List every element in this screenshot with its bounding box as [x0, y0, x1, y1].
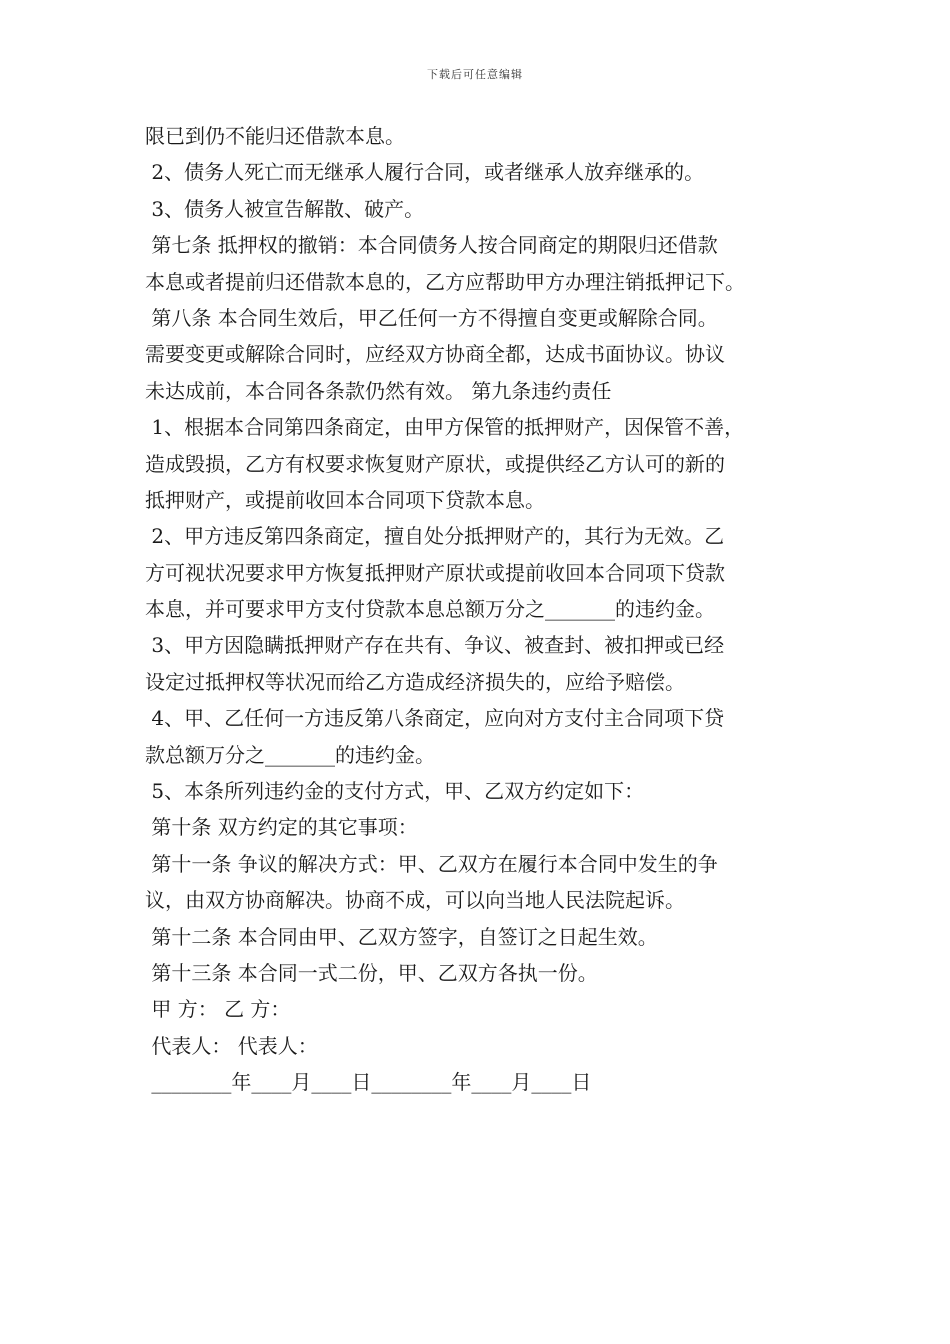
body-line: 设定过抵押权等状况而给乙方造成经济损失的，应给予赔偿。: [145, 669, 685, 694]
body-line: 3、甲方因隐瞒抵押财产存在共有、争议、被查封、被扣押或已经: [145, 633, 725, 658]
party-signature-line: 甲 方： 乙 方：: [145, 997, 291, 1022]
body-line: 5、本条所列违约金的支付方式，甲、乙双方约定如下：: [145, 779, 645, 804]
representative-signature-line: 代表人： 代表人：: [145, 1033, 318, 1058]
body-line: 2、甲方违反第四条商定，擅自处分抵押财产的，其行为无效。乙: [145, 524, 725, 549]
body-line: 限已到仍不能归还借款本息。: [145, 124, 405, 148]
article-11-line: 第十一条 争议的解决方式：甲、乙双方在履行本合同中发生的争: [145, 851, 718, 876]
body-line: 需要变更或解除合同时，应经双方协商全都，达成书面协议。协议: [145, 342, 725, 367]
body-line: 款总额万分之_______的违约金。: [145, 742, 435, 767]
article-8-line: 第八条 本合同生效后，甲乙任何一方不得擅自变更或解除合同。: [145, 305, 718, 330]
body-line: 抵押财产，或提前收回本合同项下贷款本息。: [145, 487, 545, 512]
page-header: 下载后可任意编辑: [427, 68, 523, 81]
article-7-line: 第七条 抵押权的撤销：本合同债务人按合同商定的期限归还借款: [145, 233, 718, 258]
body-line: 3、债务人被宣告解散、破产。: [145, 196, 425, 221]
body-line: 4、甲、乙任何一方违反第八条商定，应向对方支付主合同项下贷: [145, 706, 725, 731]
body-line: 2、债务人死亡而无继承人履行合同，或者继承人放弃继承的。: [145, 160, 705, 185]
date-line: ________年____月____日________年____月____日: [145, 1070, 592, 1095]
article-10-line: 第十条 双方约定的其它事项：: [145, 815, 418, 840]
document-body: [145, 118, 815, 1101]
article-13-line: 第十三条 本合同一式二份，甲、乙双方各执一份。: [145, 960, 598, 985]
body-line: 1、根据本合同第四条商定，由甲方保管的抵押财产，因保管不善，: [145, 415, 745, 440]
article-12-line: 第十二条 本合同由甲、乙双方签字，自签订之日起生效。: [145, 924, 658, 949]
body-line: 方可视状况要求甲方恢复抵押财产原状或提前收回本合同项下贷款: [145, 560, 725, 585]
body-line: 本息或者提前归还借款本息的，乙方应帮助甲方办理注销抵押记下。: [145, 269, 745, 294]
body-line: 未达成前，本合同各条款仍然有效。 第九条违约责任: [145, 378, 612, 403]
body-line: 造成毁损，乙方有权要求恢复财产原状，或提供经乙方认可的新的: [145, 451, 725, 476]
body-line: 本息，并可要求甲方支付贷款本息总额万分之_______的违约金。: [145, 597, 715, 622]
body-line: 议，由双方协商解决。协商不成，可以向当地人民法院起诉。: [145, 888, 685, 913]
